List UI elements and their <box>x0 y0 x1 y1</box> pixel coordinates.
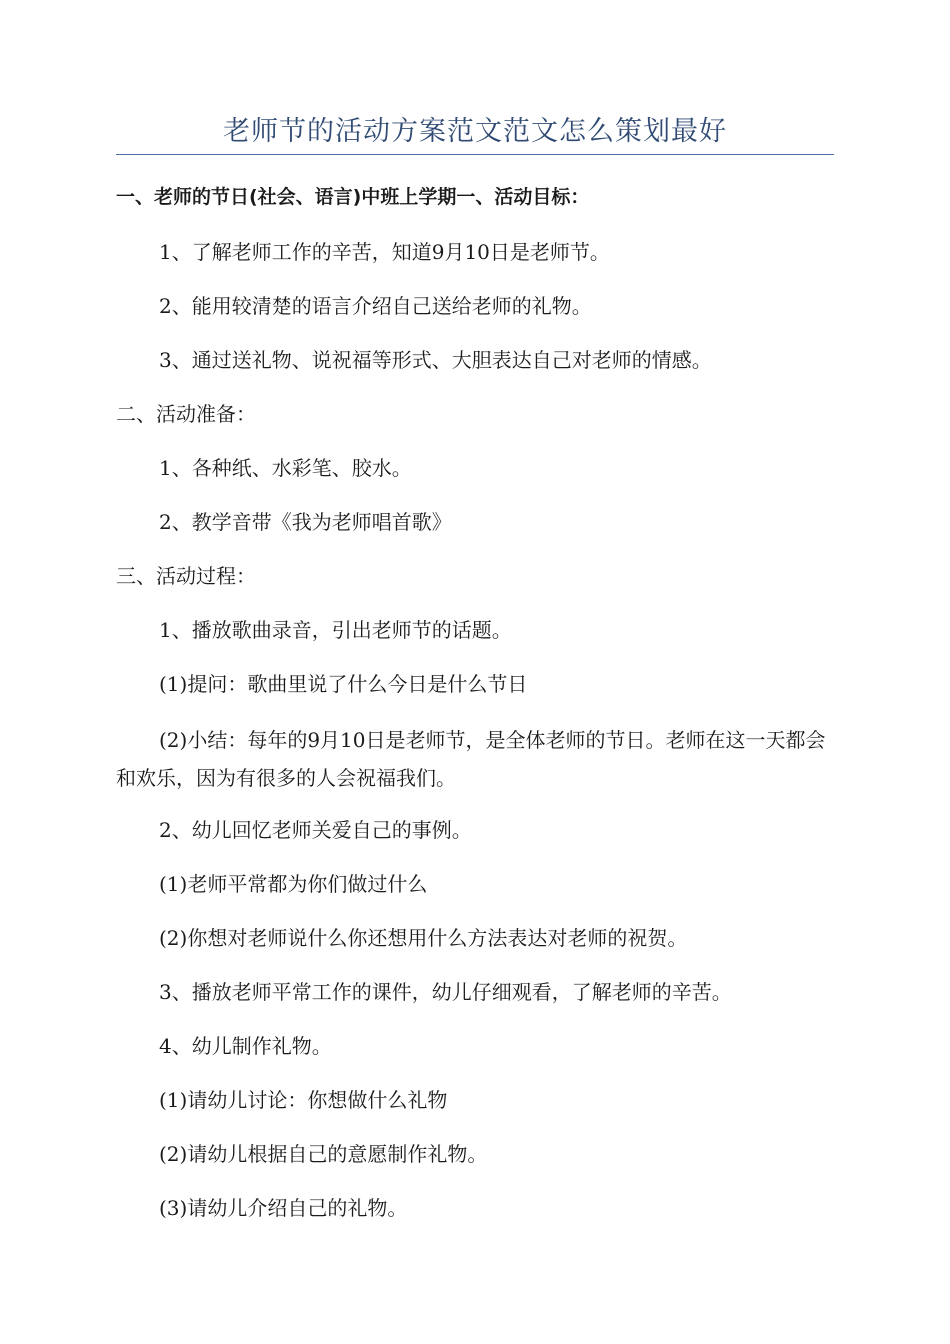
process-step-4a: (1)请幼儿讨论：你想做什么礼物 <box>159 1088 448 1112</box>
process-step-1b: (2)小结：每年的9月10日是老师节，是全体老师的节日。老师在这一天都会和欢乐，因为有很多的人会祝福我们。 <box>116 728 826 790</box>
process-step-2b: (2)你想对老师说什么你还想用什么方法表达对老师的祝贺。 <box>159 926 688 950</box>
prep-item-1: 1、各种纸、水彩笔、胶水。 <box>159 456 412 480</box>
process-step-2: 2、幼儿回忆老师关爱自己的事例。 <box>159 818 472 842</box>
prep-item-2: 2、教学音带《我为老师唱首歌》 <box>159 510 452 534</box>
document-title: 老师节的活动方案范文范文怎么策划最好 <box>223 116 727 147</box>
goal-item-1: 1、了解老师工作的辛苦，知道9月10日是老师节。 <box>159 240 610 264</box>
section-heading-preparation: 二、活动准备： <box>116 402 256 426</box>
process-step-1: 1、播放歌曲录音，引出老师节的话题。 <box>159 618 512 642</box>
goal-item-2: 2、能用较清楚的语言介绍自己送给老师的礼物。 <box>159 294 592 318</box>
process-step-2a: (1)老师平常都为你们做过什么 <box>159 872 428 896</box>
section-heading-process: 三、活动过程： <box>116 564 256 588</box>
process-step-4b: (2)请幼儿根据自己的意愿制作礼物。 <box>159 1142 488 1166</box>
process-step-1a: (1)提问：歌曲里说了什么今日是什么节日 <box>159 672 528 696</box>
goal-item-3: 3、通过送礼物、说祝福等形式、大胆表达自己对老师的情感。 <box>159 348 712 372</box>
title-underline <box>116 154 834 155</box>
process-step-4c: (3)请幼儿介绍自己的礼物。 <box>159 1196 408 1220</box>
process-step-4: 4、幼儿制作礼物。 <box>159 1034 332 1058</box>
process-step-3: 3、播放老师平常工作的课件，幼儿仔细观看，了解老师的辛苦。 <box>159 980 732 1004</box>
section-heading-goals: 一、老师的节日(社会、语言)中班上学期一、活动目标： <box>116 186 590 208</box>
